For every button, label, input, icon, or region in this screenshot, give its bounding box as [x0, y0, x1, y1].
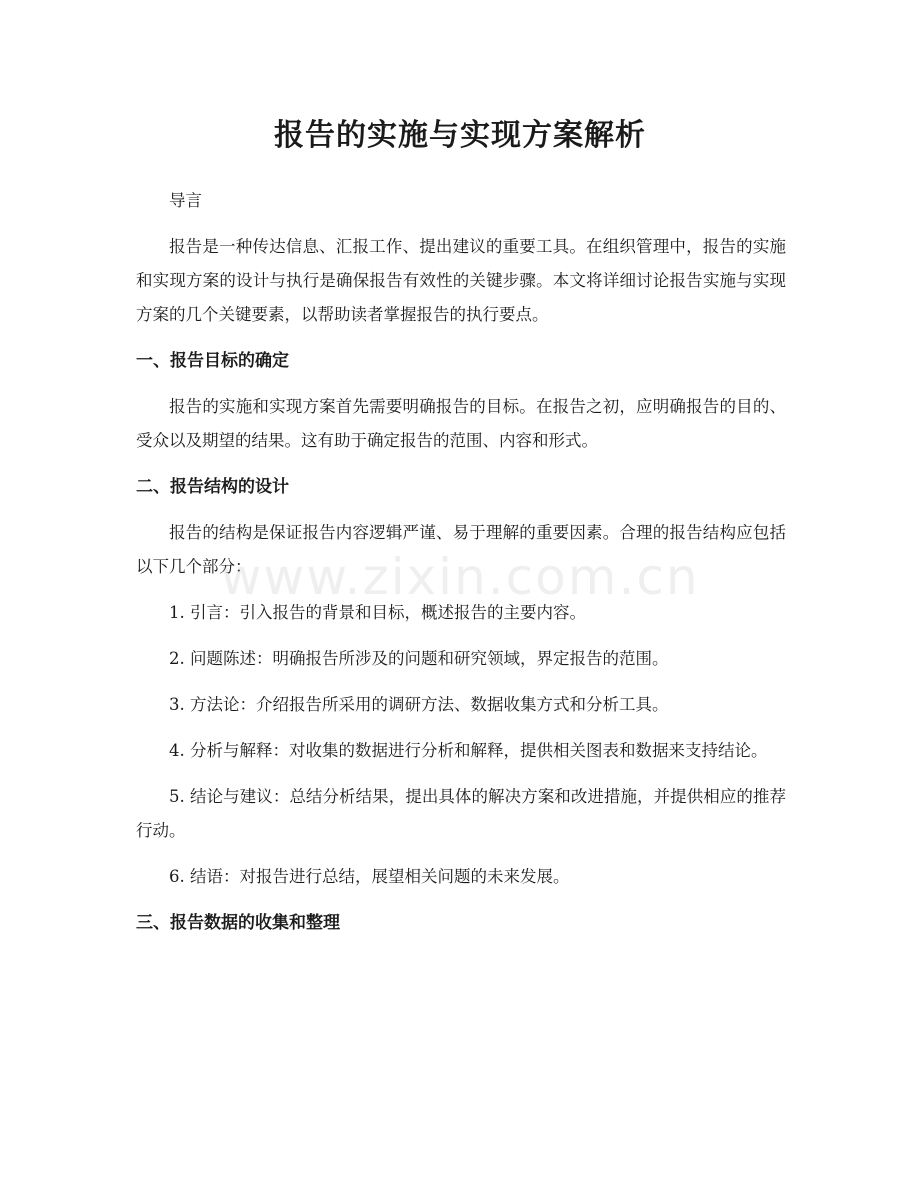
page-title: 报告的实施与实现方案解析	[274, 118, 646, 153]
list-item-1: 1. 引言：引入报告的背景和目标，概述报告的主要内容。	[169, 603, 586, 622]
section-heading-3: 三、报告数据的收集和整理	[136, 913, 340, 933]
watermark: www.zixin.com.cn	[220, 548, 700, 606]
paragraph-intro-label: 导言	[169, 191, 202, 210]
paragraph-section-1: 报告的实施和实现方案首先需要明确报告的目标。在报告之初，应明确报告的目的、受众以及期望的结果。这有助于确定报告的范围、内容和形式。	[136, 397, 786, 450]
list-item-3: 3. 方法论：介绍报告所采用的调研方法、数据收集方式和分析工具。	[169, 695, 669, 714]
paragraph-intro: 报告是一种传达信息、汇报工作、提出建议的重要工具。在组织管理中，报告的实施和实现方案的设计与执行是确保报告有效性的关键步骤。本文将详细讨论报告实施与实现方案的几个关键要素，以帮助读者掌握报告的执行要点。	[136, 237, 786, 324]
list-item-4: 4. 分析与解释：对收集的数据进行分析和解释，提供相关图表和数据来支持结论。	[169, 741, 768, 760]
list-item-6: 6. 结语：对报告进行总结，展望相关问题的未来发展。	[169, 867, 570, 886]
section-heading-2: 二、报告结构的设计	[136, 477, 289, 497]
list-item-5: 5. 结论与建议：总结分析结果，提出具体的解决方案和改进措施，并提供相应的推荐行动。	[136, 787, 786, 840]
paragraph-section-2: 报告的结构是保证报告内容逻辑严谨、易于理解的重要因素。合理的报告结构应包括以下几个部分：	[136, 523, 786, 576]
document-body	[136, 184, 786, 952]
list-item-2: 2. 问题陈述：明确报告所涉及的问题和研究领域，界定报告的范围。	[169, 649, 669, 668]
section-heading-1: 一、报告目标的确定	[136, 351, 289, 371]
